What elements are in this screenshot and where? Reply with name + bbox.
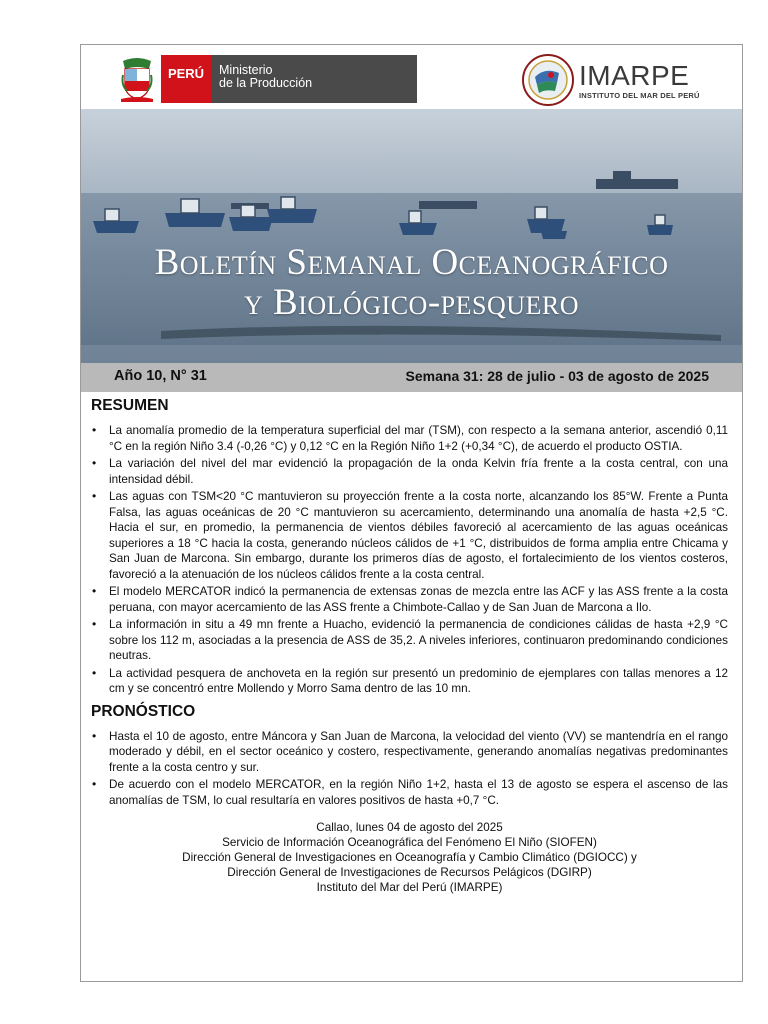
footer-institute: Instituto del Mar del Perú (IMARPE) [316, 881, 503, 894]
pronostico-heading: PRONÓSTICO [91, 702, 196, 720]
page-header [81, 45, 742, 109]
peru-ministry-logo [117, 55, 417, 103]
imarpe-logo [521, 53, 700, 107]
imarpe-name: IMARPE [579, 59, 690, 91]
peru-label: PERÚ [161, 55, 211, 103]
bulletin-title-line-1: Boletín Semanal Oceanográfico [154, 242, 669, 283]
bulletin-title-line-2: y Biológico-pesquero [243, 282, 580, 323]
issue-week: Semana 31: 28 de julio - 03 de agosto de 2025 [405, 368, 709, 384]
list-item: • El modelo MERCATOR indicó la permanencia de extensas zonas de mezcla entre las ACF y las ASS frente a la costa peruana, con mayor acercamiento de las ASS frente a Chimbote-Callao y de San Juan de Marcona a Ilo. [91, 584, 728, 615]
list-item: • La información in situ a 49 mn frente a Huacho, evidenció la permanencia de condiciones cálidas de hasta +2,9 °C sobre los 112 m, asociadas a la presencia de ASS de 35,2. A niveles inferiores, continuaron predominando condiciones neutras. [91, 617, 728, 664]
issue-number: Año 10, N° 31 [114, 368, 207, 384]
list-item: • De acuerdo con el modelo MERCATOR, en la región Niño 1+2, hasta el 13 de agosto se espera el ascenso de las anomalías de TSM, lo cual resultaría en valores positivos de hasta +0,7 °C. [91, 777, 728, 808]
bulletin-page [80, 44, 743, 982]
list-item: • Hasta el 10 de agosto, entre Máncora y San Juan de Marcona, la velocidad del viento (VV) se mantendría en el rango moderado y débil, en el sector oceánico y costero, respectivamente, generando anomalías negativas predominantes frente a la costa centro y sur. [91, 729, 728, 776]
ministry-line-2: de la Producción [219, 76, 313, 90]
footer-dgiocc: Dirección General de Investigaciones en Oceanografía y Cambio Climático (DGIOCC) y [182, 851, 637, 864]
list-item: • Las aguas con TSM<20 °C mantuvieron su proyección frente a la costa norte, alcanzando los 85°W. Frente a Punta Falsa, las aguas oceánicas de 20 °C mantuvieron su acercamiento, determinando una anomalía de hasta +2,5 °C. Hacia el sur, en promedio, la permanencia de vientos débiles favoreció al acercamiento de las aguas oceánicas superiores a 18 °C hacia la costa, generando núcleos cálidos de +1 °C, distribuidos de forma amplia entre Chicama y San Juan de Marcona. Sin embargo, durante los primeros días de agosto, el fortalecimiento de los vientos costeros, favoreció a la atenuación de los núcleos cálidos frente a la costa central. [91, 489, 728, 582]
footer-dgirp: Dirección General de Investigaciones de Recursos Pelágicos (DGIRP) [227, 866, 592, 879]
ministry-line-1: Ministerio [219, 63, 273, 77]
fishing-boats-photo [81, 109, 742, 363]
resumen-list [91, 423, 728, 697]
bulletin-footer [91, 820, 728, 895]
footer-date: Callao, lunes 04 de agosto del 2025 [316, 821, 503, 834]
footer-service: Servicio de Información Oceanográfica del Fenómeno El Niño (SIOFEN) [222, 836, 597, 849]
list-item: • La actividad pesquera de anchoveta en la región sur presentó un predominio de ejemplares con tallas menores a 12 cm y se concentró entre Mollendo y Morro Sama dentro de las 10 mn. [91, 666, 728, 697]
issue-bar [81, 363, 742, 392]
list-item: • La anomalía promedio de la temperatura superficial del mar (TSM), con respecto a la semana anterior, ascendió 0,11 °C en la región Niño 3.4 (-0,26 °C) y 0,12 °C en la Región Niño 1+2 (+0,34 °C), de acuerdo el producto OSTIA. [91, 423, 728, 454]
bulletin-content [81, 397, 742, 895]
resumen-heading: RESUMEN [91, 397, 169, 414]
ministry-label [211, 55, 417, 103]
imarpe-seal-icon [521, 53, 575, 107]
hero-banner [81, 109, 742, 363]
list-item: • La variación del nivel del mar evidenció la propagación de la onda Kelvin fría frente a la costa central, con una intensidad débil. [91, 456, 728, 487]
imarpe-subtitle: INSTITUTO DEL MAR DEL PERÚ [579, 90, 700, 100]
pronostico-list [91, 729, 728, 809]
peru-coat-of-arms-icon [117, 55, 157, 103]
